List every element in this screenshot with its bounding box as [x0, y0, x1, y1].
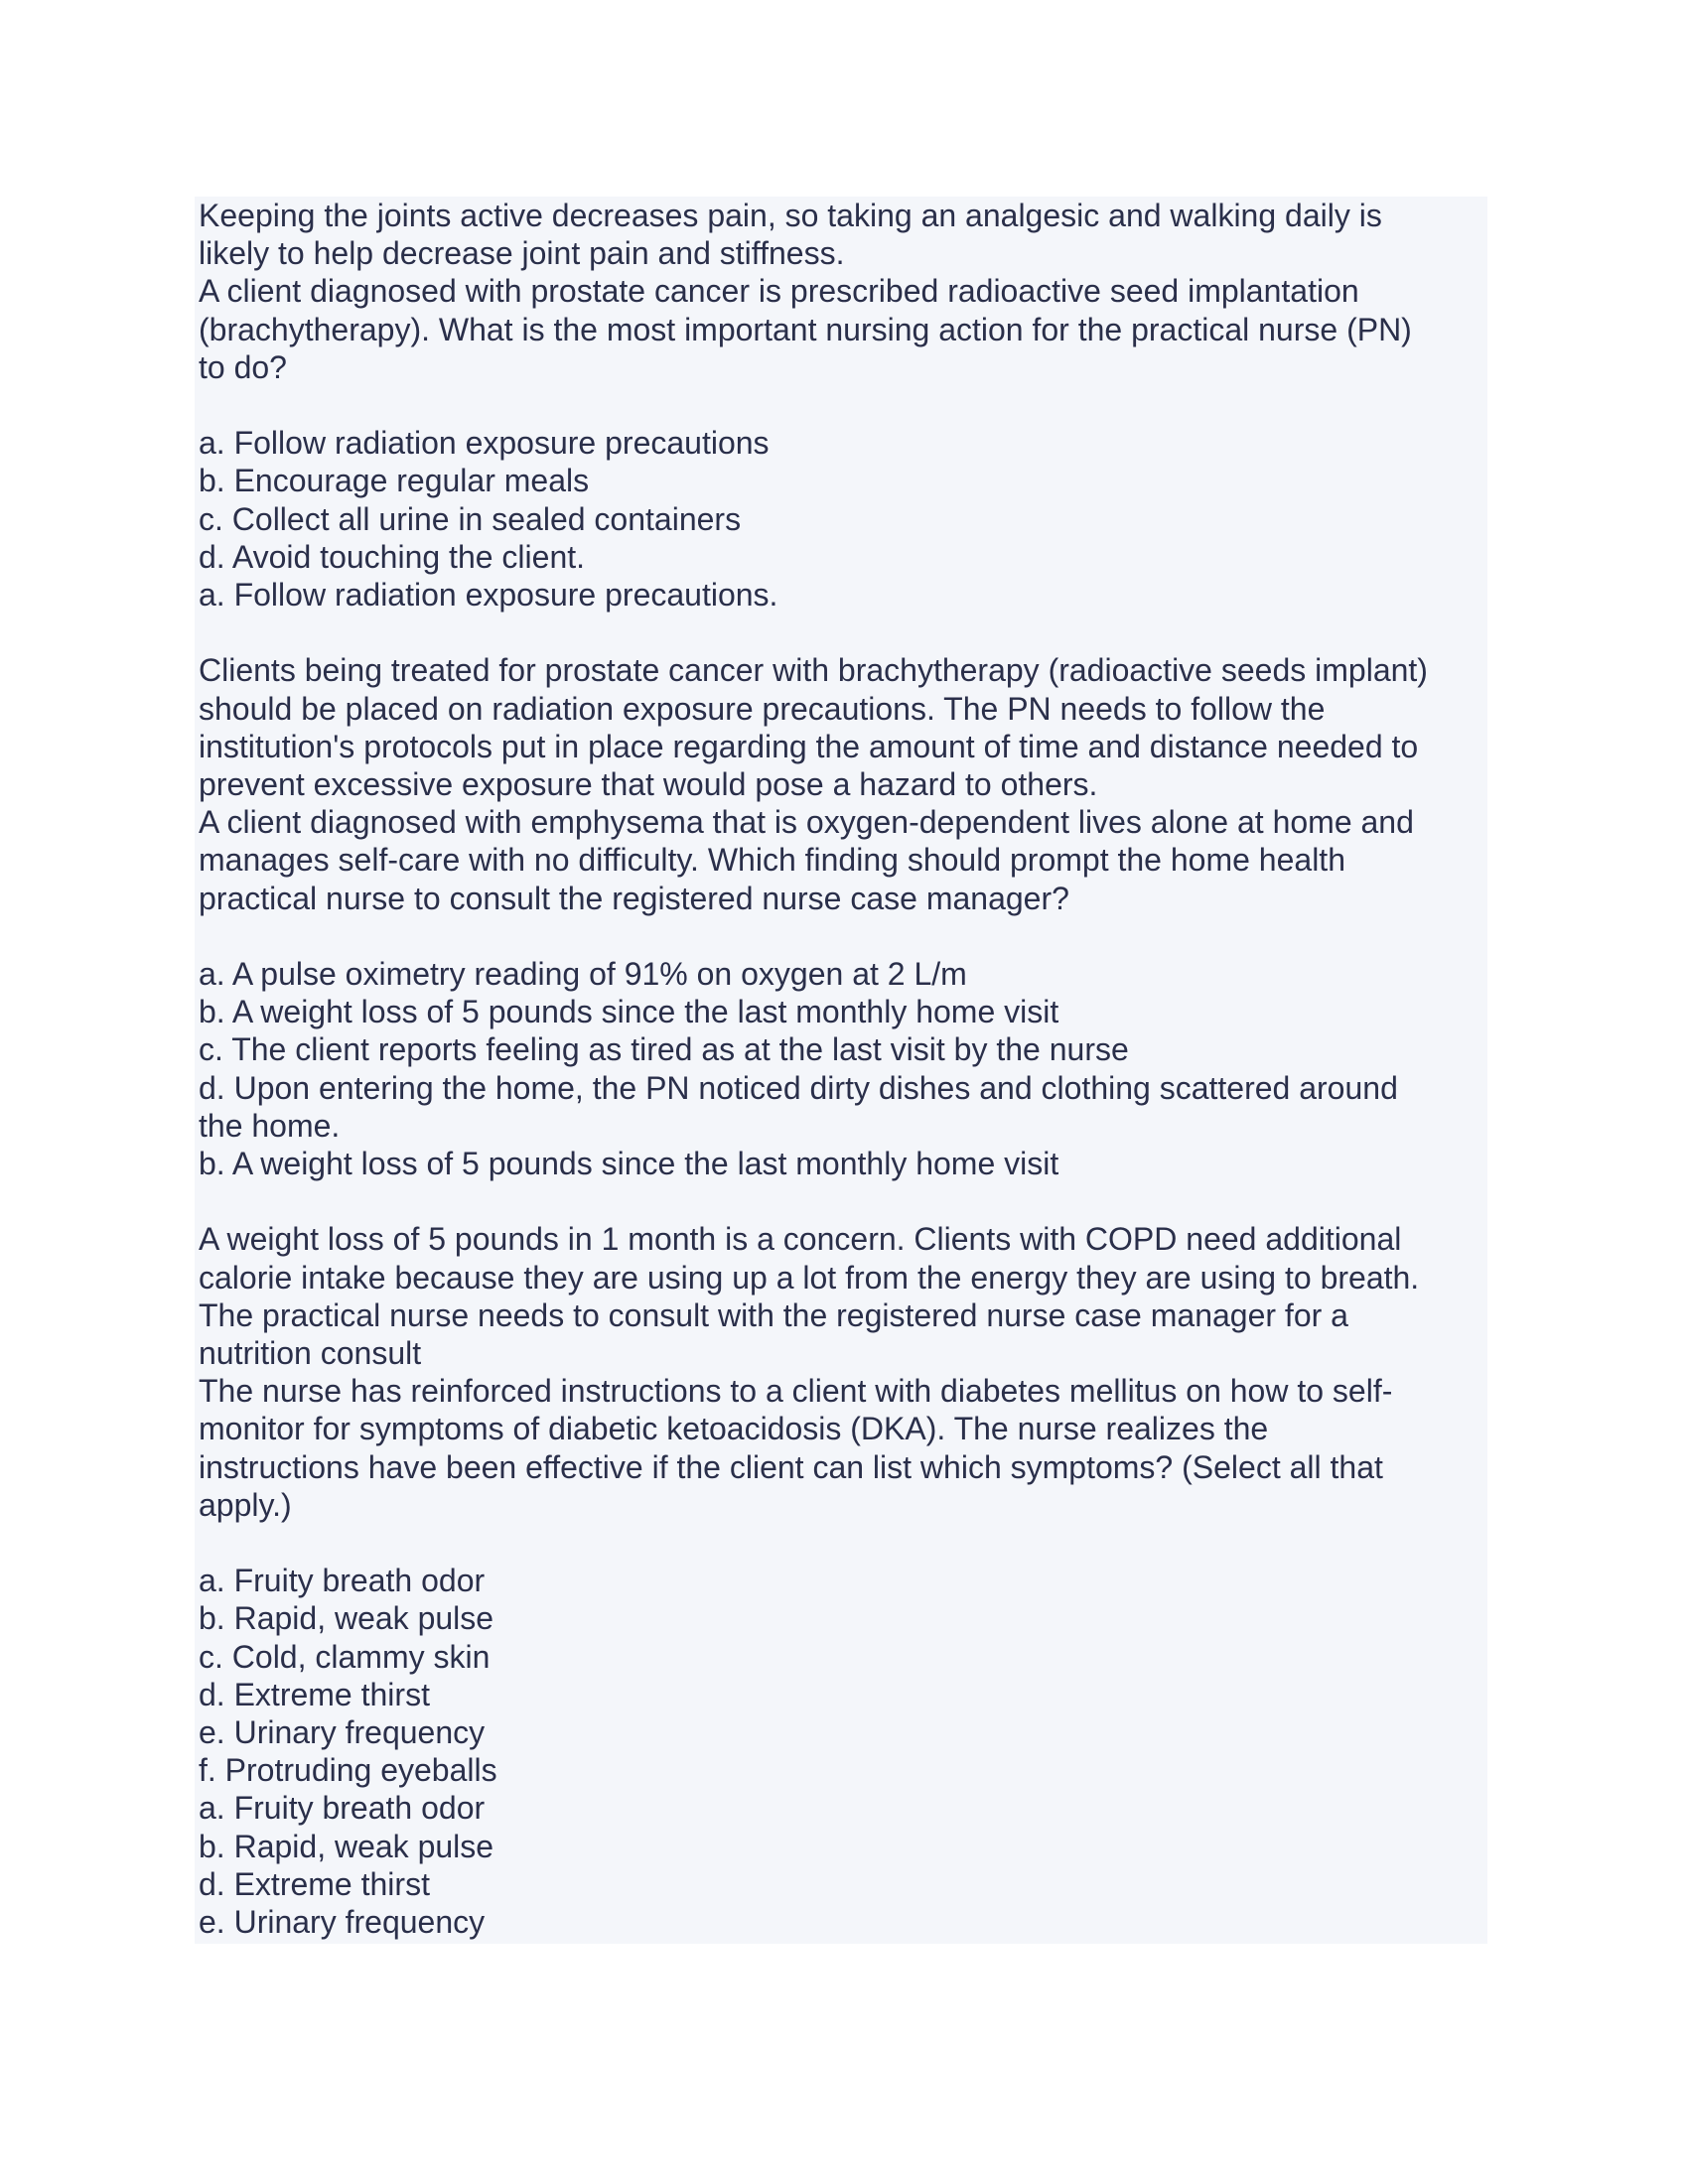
text-line: b. A weight loss of 5 pounds since the last monthly home visit — [199, 994, 1059, 1030]
text-line: instructions have been effective if the client can list which symptoms? (Select all that — [199, 1448, 1383, 1485]
text-line: manages self-care with no difficulty. Which finding should prompt the home health — [199, 842, 1345, 879]
text-line: should be placed on radiation exposure precautions. The PN needs to follow the — [199, 690, 1326, 727]
text-line: A weight loss of 5 pounds in 1 month is a concern. Clients with COPD need additional — [199, 1221, 1402, 1258]
text-line: a. A pulse oximetry reading of 91% on oxygen at 2 L/m — [199, 956, 967, 993]
text-line: d. Extreme thirst — [199, 1676, 430, 1712]
blank-line — [199, 917, 1483, 955]
text-line: a. Follow radiation exposure precautions — [199, 425, 770, 462]
text-line: a. Fruity breath odor — [199, 1563, 486, 1599]
text-line: b. Rapid, weak pulse — [199, 1828, 494, 1864]
text-line: b. Rapid, weak pulse — [199, 1600, 494, 1637]
text-line: The nurse has reinforced instructions to a client with diabetes mellitus on how to self- — [199, 1373, 1393, 1410]
blank-line — [199, 1524, 1483, 1562]
text-line: d. Extreme thirst — [199, 1865, 430, 1902]
text-line: c. Cold, clammy skin — [199, 1638, 491, 1675]
text-line: Keeping the joints active decreases pain, so taking an analgesic and walking daily is — [199, 198, 1382, 233]
document-text-block — [195, 197, 1487, 1944]
text-line: (brachytherapy). What is the most important nursing action for the practical nurse (PN) — [199, 311, 1412, 347]
blank-line — [199, 386, 1483, 424]
text-line: likely to help decrease joint pain and stiffness. — [199, 235, 845, 272]
text-lines — [199, 197, 1483, 1941]
text-line: e. Urinary frequency — [199, 1714, 486, 1751]
text-line: Clients being treated for prostate cancer with brachytherapy (radioactive seeds implant) — [199, 652, 1428, 689]
text-line: e. Urinary frequency — [199, 1904, 486, 1941]
text-line: b. Encourage regular meals — [199, 463, 590, 499]
text-line: d. Upon entering the home, the PN noticed dirty dishes and clothing scattered around — [199, 1069, 1398, 1106]
text-line: A client diagnosed with prostate cancer is prescribed radioactive seed implantation — [199, 273, 1359, 310]
text-line: d. Avoid touching the client. — [199, 538, 586, 575]
text-line: a. Fruity breath odor — [199, 1790, 486, 1827]
text-line: practical nurse to consult the registered nurse case manager? — [199, 880, 1069, 916]
text-line: A client diagnosed with emphysema that is oxygen-dependent lives alone at home and — [199, 804, 1414, 841]
text-line: the home. — [199, 1107, 341, 1144]
text-line: monitor for symptoms of diabetic ketoacidosis (DKA). The nurse realizes the — [199, 1411, 1269, 1447]
text-line: prevent excessive exposure that would pose a hazard to others. — [199, 766, 1098, 803]
text-line: apply.) — [199, 1486, 292, 1523]
text-line: The practical nurse needs to consult with the registered nurse case manager for a — [199, 1297, 1348, 1333]
blank-line — [199, 1182, 1483, 1220]
text-line: b. A weight loss of 5 pounds since the last monthly home visit — [199, 1146, 1059, 1182]
text-line: institution's protocols put in place regarding the amount of time and distance needed to — [199, 728, 1419, 764]
blank-line — [199, 614, 1483, 651]
text-line: c. Collect all urine in sealed containers — [199, 500, 742, 537]
text-line: nutrition consult — [199, 1335, 422, 1372]
text-line: c. The client reports feeling as tired as at the last visit by the nurse — [199, 1031, 1129, 1068]
text-line: to do? — [199, 348, 287, 385]
text-line: f. Protruding eyeballs — [199, 1752, 497, 1789]
text-line: calorie intake because they are using up a lot from the energy they are using to breath. — [199, 1259, 1420, 1296]
text-line: a. Follow radiation exposure precautions. — [199, 577, 778, 614]
